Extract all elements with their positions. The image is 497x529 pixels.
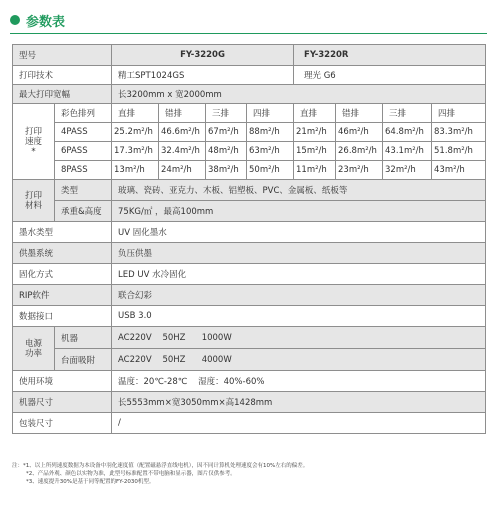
speed-group-line3: * (31, 146, 36, 157)
speed-cell: 8PASS (55, 161, 112, 180)
model-a: FY-3220G (112, 45, 294, 66)
row-size (13, 392, 486, 413)
speed-group-line1: 打印 (24, 126, 42, 137)
speed-cell: 32.4m²/h (159, 142, 206, 161)
label-rip: RIP软件 (13, 285, 112, 306)
label-power-group (13, 327, 55, 371)
speed-cell: 51.8m²/h (432, 142, 486, 161)
speed-cell: 24m²/h (159, 161, 206, 180)
power-table-value: AC220V 50HZ 4000W (112, 349, 486, 371)
max-width-value: 长3200mm x 宽2000mm (112, 85, 486, 104)
row-env (13, 371, 486, 392)
speed-group-line2: 速度 (24, 136, 42, 147)
page-title: 参数表 (26, 14, 66, 30)
model-b: FY-3220R (294, 45, 486, 66)
power-group-line1: 电源 (24, 338, 42, 349)
label-speed-group (13, 104, 55, 180)
label-port: 数据接口 (13, 306, 112, 327)
speed-cell: 46.6m²/h (159, 123, 206, 142)
speed-cell: 50m²/h (247, 161, 294, 180)
label-supply: 供墨系统 (13, 243, 112, 264)
material-load-value: 75KG/㎡ ，最高100mm (112, 201, 486, 222)
speed-header-cell: 三排 (206, 104, 247, 123)
speed-header-cell: 彩色排列 (55, 104, 112, 123)
speed-cell: 63m²/h (247, 142, 294, 161)
row-max-width (13, 85, 486, 104)
speed-cell: 25.2m²/h (112, 123, 159, 142)
speed-header-cell: 直排 (112, 104, 159, 123)
speed-cell: 17.3m²/h (112, 142, 159, 161)
speed-cell: 64.8m²/h (383, 123, 432, 142)
row-rip (13, 285, 486, 306)
row-power-machine (13, 327, 486, 349)
material-group-line2: 材料 (24, 200, 42, 211)
section-title (10, 12, 65, 28)
row-speed-4pass (13, 123, 486, 142)
label-size: 机器尺寸 (13, 392, 112, 413)
row-ink (13, 222, 486, 243)
label-model: 型号 (13, 45, 112, 66)
label-power-machine: 机器 (55, 327, 112, 349)
speed-header-cell: 错排 (159, 104, 206, 123)
speed-cell: 88m²/h (247, 123, 294, 142)
power-machine-value: AC220V 50HZ 1000W (112, 327, 486, 349)
pack-value: / (112, 413, 486, 434)
label-material-group (13, 180, 55, 222)
size-value: 长5553mm×宽3050mm×高1428mm (112, 392, 486, 413)
speed-cell: 11m²/h (294, 161, 336, 180)
row-material-load (13, 201, 486, 222)
power-group-line2: 功率 (24, 348, 42, 359)
spec-table (12, 44, 486, 434)
speed-header-cell: 错排 (336, 104, 383, 123)
speed-cell: 48m²/h (206, 142, 247, 161)
speed-cell: 32m²/h (383, 161, 432, 180)
speed-cell: 13m²/h (112, 161, 159, 180)
speed-cell: 38m²/h (206, 161, 247, 180)
ink-value: UV 固化墨水 (112, 222, 486, 243)
speed-cell: 67m²/h (206, 123, 247, 142)
material-group-line1: 打印 (24, 190, 42, 201)
label-power-table: 台面吸附 (55, 349, 112, 371)
row-cure (13, 264, 486, 285)
row-power-table (13, 349, 486, 371)
speed-cell: 83.3m²/h (432, 123, 486, 142)
speed-header-cell: 四排 (432, 104, 486, 123)
env-value: 温度：20℃-28℃ 湿度：40%-60% (112, 371, 486, 392)
speed-header-cell: 三排 (383, 104, 432, 123)
title-underline (10, 33, 487, 34)
speed-header-cell: 四排 (247, 104, 294, 123)
speed-cell: 23m²/h (336, 161, 383, 180)
label-env: 使用环境 (13, 371, 112, 392)
rip-value: 联合幻彩 (112, 285, 486, 306)
speed-cell: 15m²/h (294, 142, 336, 161)
row-speed-8pass (13, 161, 486, 180)
speed-cell: 26.8m²/h (336, 142, 383, 161)
speed-cell: 43m²/h (432, 161, 486, 180)
material-type-value: 玻璃、瓷砖、亚克力、木板、铝塑板、PVC、金属板、纸板等 (112, 180, 486, 201)
row-print-tech (13, 66, 486, 85)
label-pack: 包装尺寸 (13, 413, 112, 434)
port-value: USB 3.0 (112, 306, 486, 327)
row-model (13, 45, 486, 66)
label-material-load: 承重&高度 (55, 201, 112, 222)
label-max-width: 最大打印宽幅 (13, 85, 112, 104)
label-cure: 固化方式 (13, 264, 112, 285)
row-pack (13, 413, 486, 434)
bullet-dot-icon (10, 15, 20, 25)
label-material-type: 类型 (55, 180, 112, 201)
speed-cell: 21m²/h (294, 123, 336, 142)
speed-header-cell: 直排 (294, 104, 336, 123)
row-port (13, 306, 486, 327)
speed-cell: 43.1m²/h (383, 142, 432, 161)
footnote-3: *3、速度提升30%是基于同等配置的FY-2030机型。 (26, 479, 155, 485)
speed-cell: 46m²/h (336, 123, 383, 142)
label-ink: 墨水类型 (13, 222, 112, 243)
cure-value: LED UV 水冷固化 (112, 264, 486, 285)
row-speed-6pass (13, 142, 486, 161)
print-tech-a: 精工SPT1024GS (112, 66, 294, 85)
footnotes (12, 462, 308, 486)
label-print-tech: 打印技术 (13, 66, 112, 85)
footnote-2: *2、产品外观、颜色以实物为准，此型号标准配置不带电脑和显示器，图片仅供参考。 (26, 471, 236, 477)
print-tech-b: 理光 G6 (294, 66, 486, 85)
footnote-1: 注：*1、以上所列速度数据为本设备中羽化速度值（配置磁悬浮直线电机），因不同计算机处理速度会有10%左右的偏差。 (12, 463, 309, 469)
supply-value: 负压供墨 (112, 243, 486, 264)
speed-cell: 4PASS (55, 123, 112, 142)
row-material-type (13, 180, 486, 201)
speed-cell: 6PASS (55, 142, 112, 161)
row-supply (13, 243, 486, 264)
row-speed-header (13, 104, 486, 123)
